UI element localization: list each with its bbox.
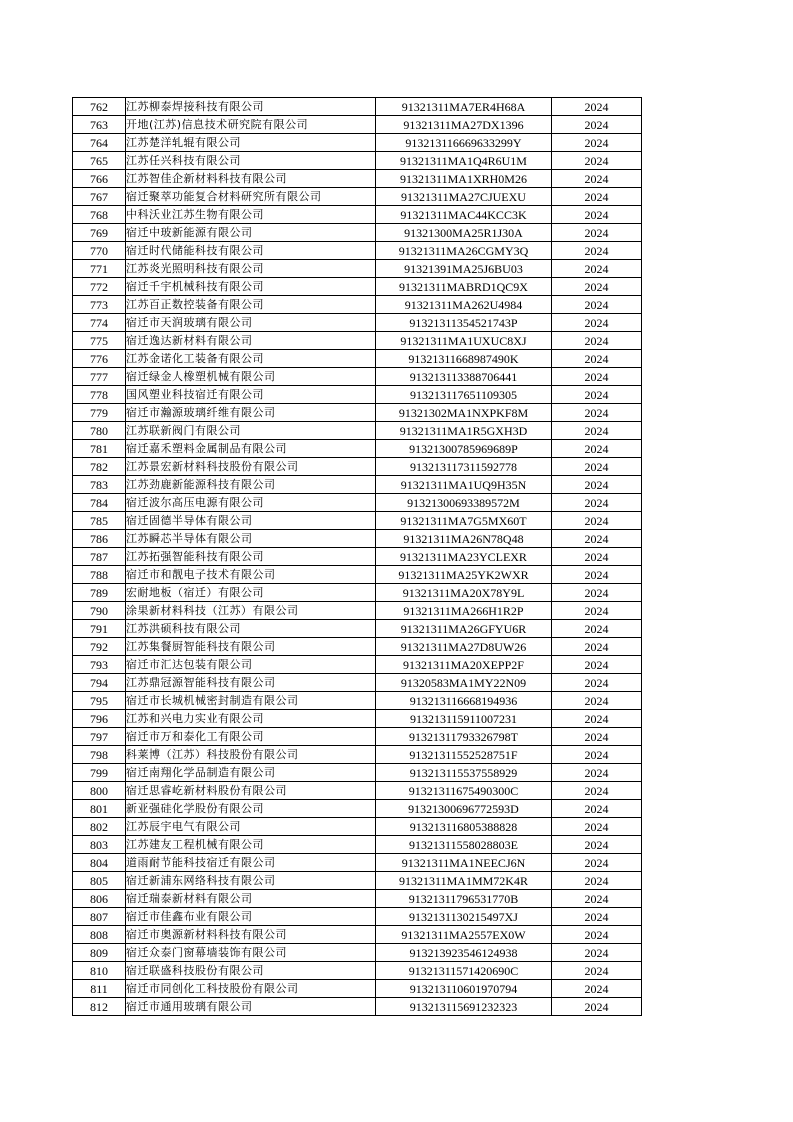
- table-row: [73, 170, 642, 188]
- row-number-cell: 805: [73, 872, 126, 890]
- table-row: [73, 548, 642, 566]
- table-row: [73, 764, 642, 782]
- credit-code-cell: 91321311796531770B: [376, 890, 552, 908]
- company-name-cell: 江苏联新阀门有限公司: [126, 422, 376, 440]
- company-name-cell: 宿迁众泰门窗幕墙装饰有限公司: [126, 944, 376, 962]
- table-row: [73, 296, 642, 314]
- credit-code-cell: 91321311354521743P: [376, 314, 552, 332]
- credit-code-cell: 91320583MA1MY22N09: [376, 674, 552, 692]
- row-number-cell: 775: [73, 332, 126, 350]
- table-row: [73, 818, 642, 836]
- year-cell: 2024: [552, 728, 642, 746]
- row-number-cell: 787: [73, 548, 126, 566]
- company-name-cell: 科莱博（江苏）科技股份有限公司: [126, 746, 376, 764]
- row-number-cell: 811: [73, 980, 126, 998]
- year-cell: 2024: [552, 458, 642, 476]
- year-cell: 2024: [552, 98, 642, 116]
- table-row: [73, 386, 642, 404]
- company-name-cell: 宿迁新浦东网络科技有限公司: [126, 872, 376, 890]
- credit-code-cell: 91321311MA26CGMY3Q: [376, 242, 552, 260]
- year-cell: 2024: [552, 296, 642, 314]
- credit-code-cell: 913213115911007231: [376, 710, 552, 728]
- credit-code-cell: 913213115537558929: [376, 764, 552, 782]
- credit-code-cell: 91321302MA1NXPKF8M: [376, 404, 552, 422]
- credit-code-cell: 913213115691232323: [376, 998, 552, 1016]
- row-number-cell: 776: [73, 350, 126, 368]
- year-cell: 2024: [552, 620, 642, 638]
- company-name-cell: 宿迁市同创化工科技股份有限公司: [126, 980, 376, 998]
- row-number-cell: 799: [73, 764, 126, 782]
- table-row: [73, 332, 642, 350]
- year-cell: 2024: [552, 818, 642, 836]
- year-cell: 2024: [552, 512, 642, 530]
- row-number-cell: 778: [73, 386, 126, 404]
- row-number-cell: 796: [73, 710, 126, 728]
- row-number-cell: 784: [73, 494, 126, 512]
- credit-code-cell: 91321300693389572M: [376, 494, 552, 512]
- row-number-cell: 771: [73, 260, 126, 278]
- company-name-cell: 开地(江苏)信息技术研究院有限公司: [126, 116, 376, 134]
- table-row: [73, 242, 642, 260]
- row-number-cell: 785: [73, 512, 126, 530]
- credit-code-cell: 913213116669633299Y: [376, 134, 552, 152]
- credit-code-cell: 91321300785969689P: [376, 440, 552, 458]
- table-row: [73, 188, 642, 206]
- table-row: [73, 476, 642, 494]
- table-row: [73, 926, 642, 944]
- table-row: [73, 962, 642, 980]
- table-row: [73, 782, 642, 800]
- company-name-cell: 新亚强硅化学股份有限公司: [126, 800, 376, 818]
- row-number-cell: 773: [73, 296, 126, 314]
- company-name-cell: 江苏任兴科技有限公司: [126, 152, 376, 170]
- table-row: [73, 278, 642, 296]
- row-number-cell: 789: [73, 584, 126, 602]
- year-cell: 2024: [552, 242, 642, 260]
- table-row: [73, 440, 642, 458]
- company-name-cell: 宿迁市万和泰化工有限公司: [126, 728, 376, 746]
- company-name-cell: 宿迁市汇达包装有限公司: [126, 656, 376, 674]
- company-name-cell: 中科沃业江苏生物有限公司: [126, 206, 376, 224]
- company-name-cell: 宿迁瑞泰新材料有限公司: [126, 890, 376, 908]
- row-number-cell: 788: [73, 566, 126, 584]
- credit-code-cell: 91321311MA1Q4R6U1M: [376, 152, 552, 170]
- company-name-cell: 道雨耐节能科技宿迁有限公司: [126, 854, 376, 872]
- company-name-cell: 江苏柳泰焊接科技有限公司: [126, 98, 376, 116]
- year-cell: 2024: [552, 656, 642, 674]
- table-row: [73, 800, 642, 818]
- credit-code-cell: 91321311MA27CJUEXU: [376, 188, 552, 206]
- row-number-cell: 794: [73, 674, 126, 692]
- year-cell: 2024: [552, 530, 642, 548]
- row-number-cell: 802: [73, 818, 126, 836]
- row-number-cell: 764: [73, 134, 126, 152]
- row-number-cell: 812: [73, 998, 126, 1016]
- company-name-cell: 宏耐地板（宿迁）有限公司: [126, 584, 376, 602]
- credit-code-cell: 91321311MA7ER4H68A: [376, 98, 552, 116]
- row-number-cell: 803: [73, 836, 126, 854]
- company-name-cell: 江苏瞬芯半导体有限公司: [126, 530, 376, 548]
- company-name-cell: 宿迁市佳鑫布业有限公司: [126, 908, 376, 926]
- table-row: [73, 512, 642, 530]
- row-number-cell: 781: [73, 440, 126, 458]
- row-number-cell: 767: [73, 188, 126, 206]
- row-number-cell: 798: [73, 746, 126, 764]
- credit-code-cell: 91321311MA27DX1396: [376, 116, 552, 134]
- company-name-cell: 宿迁思睿屹新材料股份有限公司: [126, 782, 376, 800]
- row-number-cell: 769: [73, 224, 126, 242]
- credit-code-cell: 91321311MA27D8UW26: [376, 638, 552, 656]
- year-cell: 2024: [552, 710, 642, 728]
- row-number-cell: 801: [73, 800, 126, 818]
- company-name-cell: 江苏洪硕科技有限公司: [126, 620, 376, 638]
- credit-code-cell: 91321311668987490K: [376, 350, 552, 368]
- row-number-cell: 791: [73, 620, 126, 638]
- credit-code-cell: 91321311MA7G5MX60T: [376, 512, 552, 530]
- company-registry-table: [72, 97, 642, 1016]
- company-name-cell: 江苏建友工程机械有限公司: [126, 836, 376, 854]
- credit-code-cell: 91321311MA1UXUC8XJ: [376, 332, 552, 350]
- table-row: [73, 566, 642, 584]
- credit-code-cell: 91321311MA26GFYU6R: [376, 620, 552, 638]
- row-number-cell: 766: [73, 170, 126, 188]
- row-number-cell: 800: [73, 782, 126, 800]
- year-cell: 2024: [552, 782, 642, 800]
- row-number-cell: 783: [73, 476, 126, 494]
- year-cell: 2024: [552, 260, 642, 278]
- credit-code-cell: 91321311MA1XRH0M26: [376, 170, 552, 188]
- company-name-cell: 宿迁市瀚源玻璃纤维有限公司: [126, 404, 376, 422]
- year-cell: 2024: [552, 602, 642, 620]
- company-name-cell: 江苏辰宇电气有限公司: [126, 818, 376, 836]
- company-name-cell: 宿迁市奥源新材料科技有限公司: [126, 926, 376, 944]
- table-row: [73, 152, 642, 170]
- credit-code-cell: 913213116805388828: [376, 818, 552, 836]
- company-name-cell: 涂果新材料科技（江苏）有限公司: [126, 602, 376, 620]
- company-name-cell: 宿迁固德半导体有限公司: [126, 512, 376, 530]
- table-row: [73, 980, 642, 998]
- year-cell: 2024: [552, 332, 642, 350]
- year-cell: 2024: [552, 872, 642, 890]
- table-row: [73, 638, 642, 656]
- table-row: [73, 728, 642, 746]
- company-name-cell: 江苏景宏新材料科技股份有限公司: [126, 458, 376, 476]
- row-number-cell: 797: [73, 728, 126, 746]
- row-number-cell: 790: [73, 602, 126, 620]
- table-row: [73, 620, 642, 638]
- table-row: [73, 908, 642, 926]
- credit-code-cell: 91321311MA26N78Q48: [376, 530, 552, 548]
- year-cell: 2024: [552, 278, 642, 296]
- row-number-cell: 768: [73, 206, 126, 224]
- credit-code-cell: 913213113388706441: [376, 368, 552, 386]
- table-row: [73, 116, 642, 134]
- table-row: [73, 368, 642, 386]
- company-name-cell: 江苏智佳企新材料科技有限公司: [126, 170, 376, 188]
- table-row: [73, 350, 642, 368]
- table-row: [73, 584, 642, 602]
- table-row: [73, 602, 642, 620]
- company-name-cell: 宿迁联盛科技股份有限公司: [126, 962, 376, 980]
- year-cell: 2024: [552, 836, 642, 854]
- year-cell: 2024: [552, 476, 642, 494]
- company-name-cell: 江苏楚洋轧辊有限公司: [126, 134, 376, 152]
- table-row: [73, 692, 642, 710]
- credit-code-cell: 91321311MA2557EX0W: [376, 926, 552, 944]
- credit-code-cell: 9132131130215497XJ: [376, 908, 552, 926]
- credit-code-cell: 91321311MA262U4984: [376, 296, 552, 314]
- credit-code-cell: 91321311MA20X78Y9L: [376, 584, 552, 602]
- credit-code-cell: 91321311MA20XEPP2F: [376, 656, 552, 674]
- company-name-cell: 江苏炎光照明科技有限公司: [126, 260, 376, 278]
- company-name-cell: 江苏金诺化工装备有限公司: [126, 350, 376, 368]
- table-row: [73, 746, 642, 764]
- company-name-cell: 国风塑业科技宿迁有限公司: [126, 386, 376, 404]
- year-cell: 2024: [552, 188, 642, 206]
- company-name-cell: 宿迁市长城机械密封制造有限公司: [126, 692, 376, 710]
- credit-code-cell: 91321311552528751F: [376, 746, 552, 764]
- credit-code-cell: 91321300MA25R1J30A: [376, 224, 552, 242]
- table-row: [73, 260, 642, 278]
- year-cell: 2024: [552, 494, 642, 512]
- company-name-cell: 宿迁南翔化学品制造有限公司: [126, 764, 376, 782]
- table-body: [73, 98, 642, 1016]
- company-name-cell: 宿迁逸达新材料有限公司: [126, 332, 376, 350]
- row-number-cell: 795: [73, 692, 126, 710]
- table-row: [73, 206, 642, 224]
- table-row: [73, 944, 642, 962]
- credit-code-cell: 91321311MABRD1QC9X: [376, 278, 552, 296]
- credit-code-cell: 913213116668194936: [376, 692, 552, 710]
- year-cell: 2024: [552, 584, 642, 602]
- credit-code-cell: 91321311793326798T: [376, 728, 552, 746]
- company-name-cell: 宿迁市通用玻璃有限公司: [126, 998, 376, 1016]
- year-cell: 2024: [552, 548, 642, 566]
- credit-code-cell: 913213117651109305: [376, 386, 552, 404]
- year-cell: 2024: [552, 800, 642, 818]
- company-name-cell: 江苏劲鹿新能源科技有限公司: [126, 476, 376, 494]
- table-row: [73, 134, 642, 152]
- company-name-cell: 宿迁波尔高压电源有限公司: [126, 494, 376, 512]
- year-cell: 2024: [552, 566, 642, 584]
- company-name-cell: 宿迁聚萃功能复合材料研究所有限公司: [126, 188, 376, 206]
- row-number-cell: 779: [73, 404, 126, 422]
- table-row: [73, 530, 642, 548]
- row-number-cell: 807: [73, 908, 126, 926]
- company-name-cell: 江苏鼎冠源智能科技有限公司: [126, 674, 376, 692]
- table-row: [73, 998, 642, 1016]
- year-cell: 2024: [552, 170, 642, 188]
- year-cell: 2024: [552, 908, 642, 926]
- row-number-cell: 770: [73, 242, 126, 260]
- table-row: [73, 404, 642, 422]
- company-name-cell: 江苏百正数控装备有限公司: [126, 296, 376, 314]
- year-cell: 2024: [552, 134, 642, 152]
- table-row: [73, 854, 642, 872]
- year-cell: 2024: [552, 692, 642, 710]
- year-cell: 2024: [552, 314, 642, 332]
- credit-code-cell: 91321311MA1NEECJ6N: [376, 854, 552, 872]
- credit-code-cell: 91321311558028803E: [376, 836, 552, 854]
- company-name-cell: 江苏拓强智能科技有限公司: [126, 548, 376, 566]
- year-cell: 2024: [552, 350, 642, 368]
- credit-code-cell: 91321311675490300C: [376, 782, 552, 800]
- row-number-cell: 777: [73, 368, 126, 386]
- row-number-cell: 793: [73, 656, 126, 674]
- credit-code-cell: 91321311MA266H1R2P: [376, 602, 552, 620]
- year-cell: 2024: [552, 998, 642, 1016]
- year-cell: 2024: [552, 368, 642, 386]
- row-number-cell: 765: [73, 152, 126, 170]
- year-cell: 2024: [552, 674, 642, 692]
- credit-code-cell: 91321311571420690C: [376, 962, 552, 980]
- year-cell: 2024: [552, 638, 642, 656]
- credit-code-cell: 913213117311592778: [376, 458, 552, 476]
- table-row: [73, 494, 642, 512]
- row-number-cell: 782: [73, 458, 126, 476]
- table-row: [73, 674, 642, 692]
- year-cell: 2024: [552, 962, 642, 980]
- company-name-cell: 江苏和兴电力实业有限公司: [126, 710, 376, 728]
- row-number-cell: 792: [73, 638, 126, 656]
- row-number-cell: 806: [73, 890, 126, 908]
- credit-code-cell: 91321311MA1R5GXH3D: [376, 422, 552, 440]
- credit-code-cell: 91321311MAC44KCC3K: [376, 206, 552, 224]
- table-row: [73, 422, 642, 440]
- company-name-cell: 宿迁市和靓电子技术有限公司: [126, 566, 376, 584]
- year-cell: 2024: [552, 152, 642, 170]
- company-name-cell: 宿迁绿金人橡塑机械有限公司: [126, 368, 376, 386]
- table-row: [73, 890, 642, 908]
- year-cell: 2024: [552, 980, 642, 998]
- credit-code-cell: 91321300696772593D: [376, 800, 552, 818]
- row-number-cell: 763: [73, 116, 126, 134]
- year-cell: 2024: [552, 404, 642, 422]
- table-row: [73, 872, 642, 890]
- row-number-cell: 810: [73, 962, 126, 980]
- credit-code-cell: 91321311MA1UQ9H35N: [376, 476, 552, 494]
- company-name-cell: 宿迁时代储能科技有限公司: [126, 242, 376, 260]
- credit-code-cell: 913213110601970794: [376, 980, 552, 998]
- year-cell: 2024: [552, 440, 642, 458]
- row-number-cell: 762: [73, 98, 126, 116]
- row-number-cell: 809: [73, 944, 126, 962]
- company-name-cell: 宿迁中玻新能源有限公司: [126, 224, 376, 242]
- row-number-cell: 808: [73, 926, 126, 944]
- row-number-cell: 804: [73, 854, 126, 872]
- year-cell: 2024: [552, 422, 642, 440]
- year-cell: 2024: [552, 854, 642, 872]
- year-cell: 2024: [552, 746, 642, 764]
- table-row: [73, 458, 642, 476]
- row-number-cell: 774: [73, 314, 126, 332]
- company-name-cell: 宿迁千宇机械科技有限公司: [126, 278, 376, 296]
- year-cell: 2024: [552, 926, 642, 944]
- row-number-cell: 786: [73, 530, 126, 548]
- company-name-cell: 宿迁嘉禾塑料金属制品有限公司: [126, 440, 376, 458]
- year-cell: 2024: [552, 224, 642, 242]
- year-cell: 2024: [552, 116, 642, 134]
- credit-code-cell: 91321311MA1MM72K4R: [376, 872, 552, 890]
- year-cell: 2024: [552, 890, 642, 908]
- year-cell: 2024: [552, 944, 642, 962]
- table-row: [73, 314, 642, 332]
- company-name-cell: 宿迁市天润玻璃有限公司: [126, 314, 376, 332]
- row-number-cell: 772: [73, 278, 126, 296]
- table-row: [73, 836, 642, 854]
- table-row: [73, 98, 642, 116]
- credit-code-cell: 913213923546124938: [376, 944, 552, 962]
- credit-code-cell: 91321311MA23YCLEXR: [376, 548, 552, 566]
- year-cell: 2024: [552, 206, 642, 224]
- company-name-cell: 江苏集餐厨智能科技有限公司: [126, 638, 376, 656]
- table-row: [73, 224, 642, 242]
- year-cell: 2024: [552, 764, 642, 782]
- credit-code-cell: 91321391MA25J6BU03: [376, 260, 552, 278]
- table-row: [73, 656, 642, 674]
- table-row: [73, 710, 642, 728]
- row-number-cell: 780: [73, 422, 126, 440]
- credit-code-cell: 91321311MA25YK2WXR: [376, 566, 552, 584]
- year-cell: 2024: [552, 386, 642, 404]
